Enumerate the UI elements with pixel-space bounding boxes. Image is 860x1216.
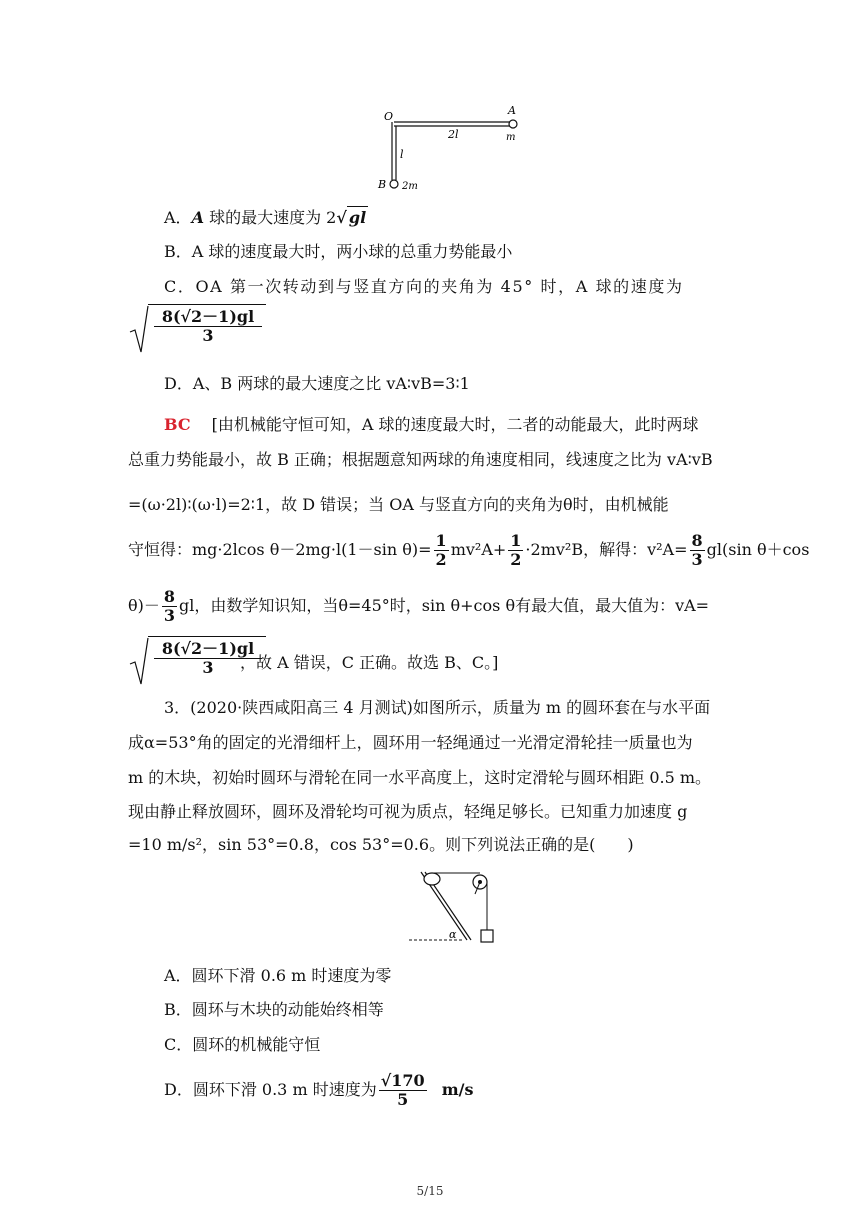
label-b: B xyxy=(378,178,387,191)
q3-line-1: 3．(2020·陕西咸阳高三 4 月测试)如图所示，质量为 m 的圆环套在与水平面 xyxy=(164,698,711,717)
answer-line-4: 守恒得：mg·2lcos θ－2mg·l(1－sin θ)= $\frac{1}{2}$ mv²A+ $\frac{1}{2}$ ·2mv²B，解得：v²A= $\frac{8}{3}$ gl(sin θ＋cos xyxy=(128,531,810,569)
label-o: O xyxy=(384,110,394,123)
label-2m: 2m xyxy=(402,181,418,192)
q2-option-b: B．A 球的速度最大时，两小球的总重力势能最小 xyxy=(164,242,513,261)
page-number: 5/15 xyxy=(416,1184,444,1198)
label-l: l xyxy=(400,148,404,161)
q2-option-a: A．A 球的最大速度为 2√ gl xyxy=(164,208,367,227)
q3-line-5: =10 m/s²，sin 53°=0.8，cos 53°=0.6。则下列说法正确的是( ) xyxy=(128,835,634,854)
figure-rod-system xyxy=(370,100,530,195)
q2-option-c: C．OA 第一次转动到与竖直方向的夹角为 45° 时，A 球的速度为 xyxy=(164,277,684,296)
answer-line-3: =(ω·2l)∶(ω·l)=2∶1，故 D 错误；当 OA 与竖直方向的夹角为θ时，由机械能 xyxy=(128,495,669,514)
q3-line-3: m 的木块，初始时圆环与滑轮在同一水平高度上，这时定滑轮与圆环相距 0.5 m。 xyxy=(128,768,712,787)
label-a: A xyxy=(508,104,516,117)
q2-option-d: D．A、B 两球的最大速度之比 vA∶vB=3∶1 xyxy=(164,374,470,393)
answer-line-1: BC [由机械能守恒可知，A 球的速度最大时，二者的动能最大，此时两球 xyxy=(164,415,699,434)
answer-key: BC xyxy=(164,415,191,434)
answer-line-5: θ)－ $\frac{8}{3}$ gl，由数学知识知，当θ=45°时，sin θ+cos θ有最大值，最大值为：vA= xyxy=(128,587,710,625)
answer-line-2: 总重力势能最小，故 B 正确；根据题意知两球的角速度相同，线速度之比为 vA∶vB xyxy=(128,450,713,469)
q3-option-c: C．圆环的机械能守恒 xyxy=(164,1035,321,1054)
q3-option-d: D．圆环下滑 0.3 m 时速度为 $\frac{√170}{5}$ m/s xyxy=(164,1071,474,1109)
q3-line-4: 现由静止释放圆环，圆环及滑轮均可视为质点，轻绳足够长。已知重力加速度 g xyxy=(128,802,688,821)
figure-ring-pulley xyxy=(405,866,505,950)
label-2l: 2l xyxy=(448,128,459,141)
q3-line-2: 成α=53°角的固定的光滑细杆上，圆环用一轻绳通过一光滑定滑轮挂一质量也为 xyxy=(128,733,693,752)
q3-option-a: A．圆环下滑 0.6 m 时速度为零 xyxy=(164,966,392,985)
label-m: m xyxy=(506,132,516,143)
q3-option-b: B．圆环与木块的动能始终相等 xyxy=(164,1000,384,1019)
answer-line-6-tail: ，故 A 错误，C 正确。故选 B、C。] xyxy=(240,653,499,672)
label-alpha: α xyxy=(449,928,457,941)
